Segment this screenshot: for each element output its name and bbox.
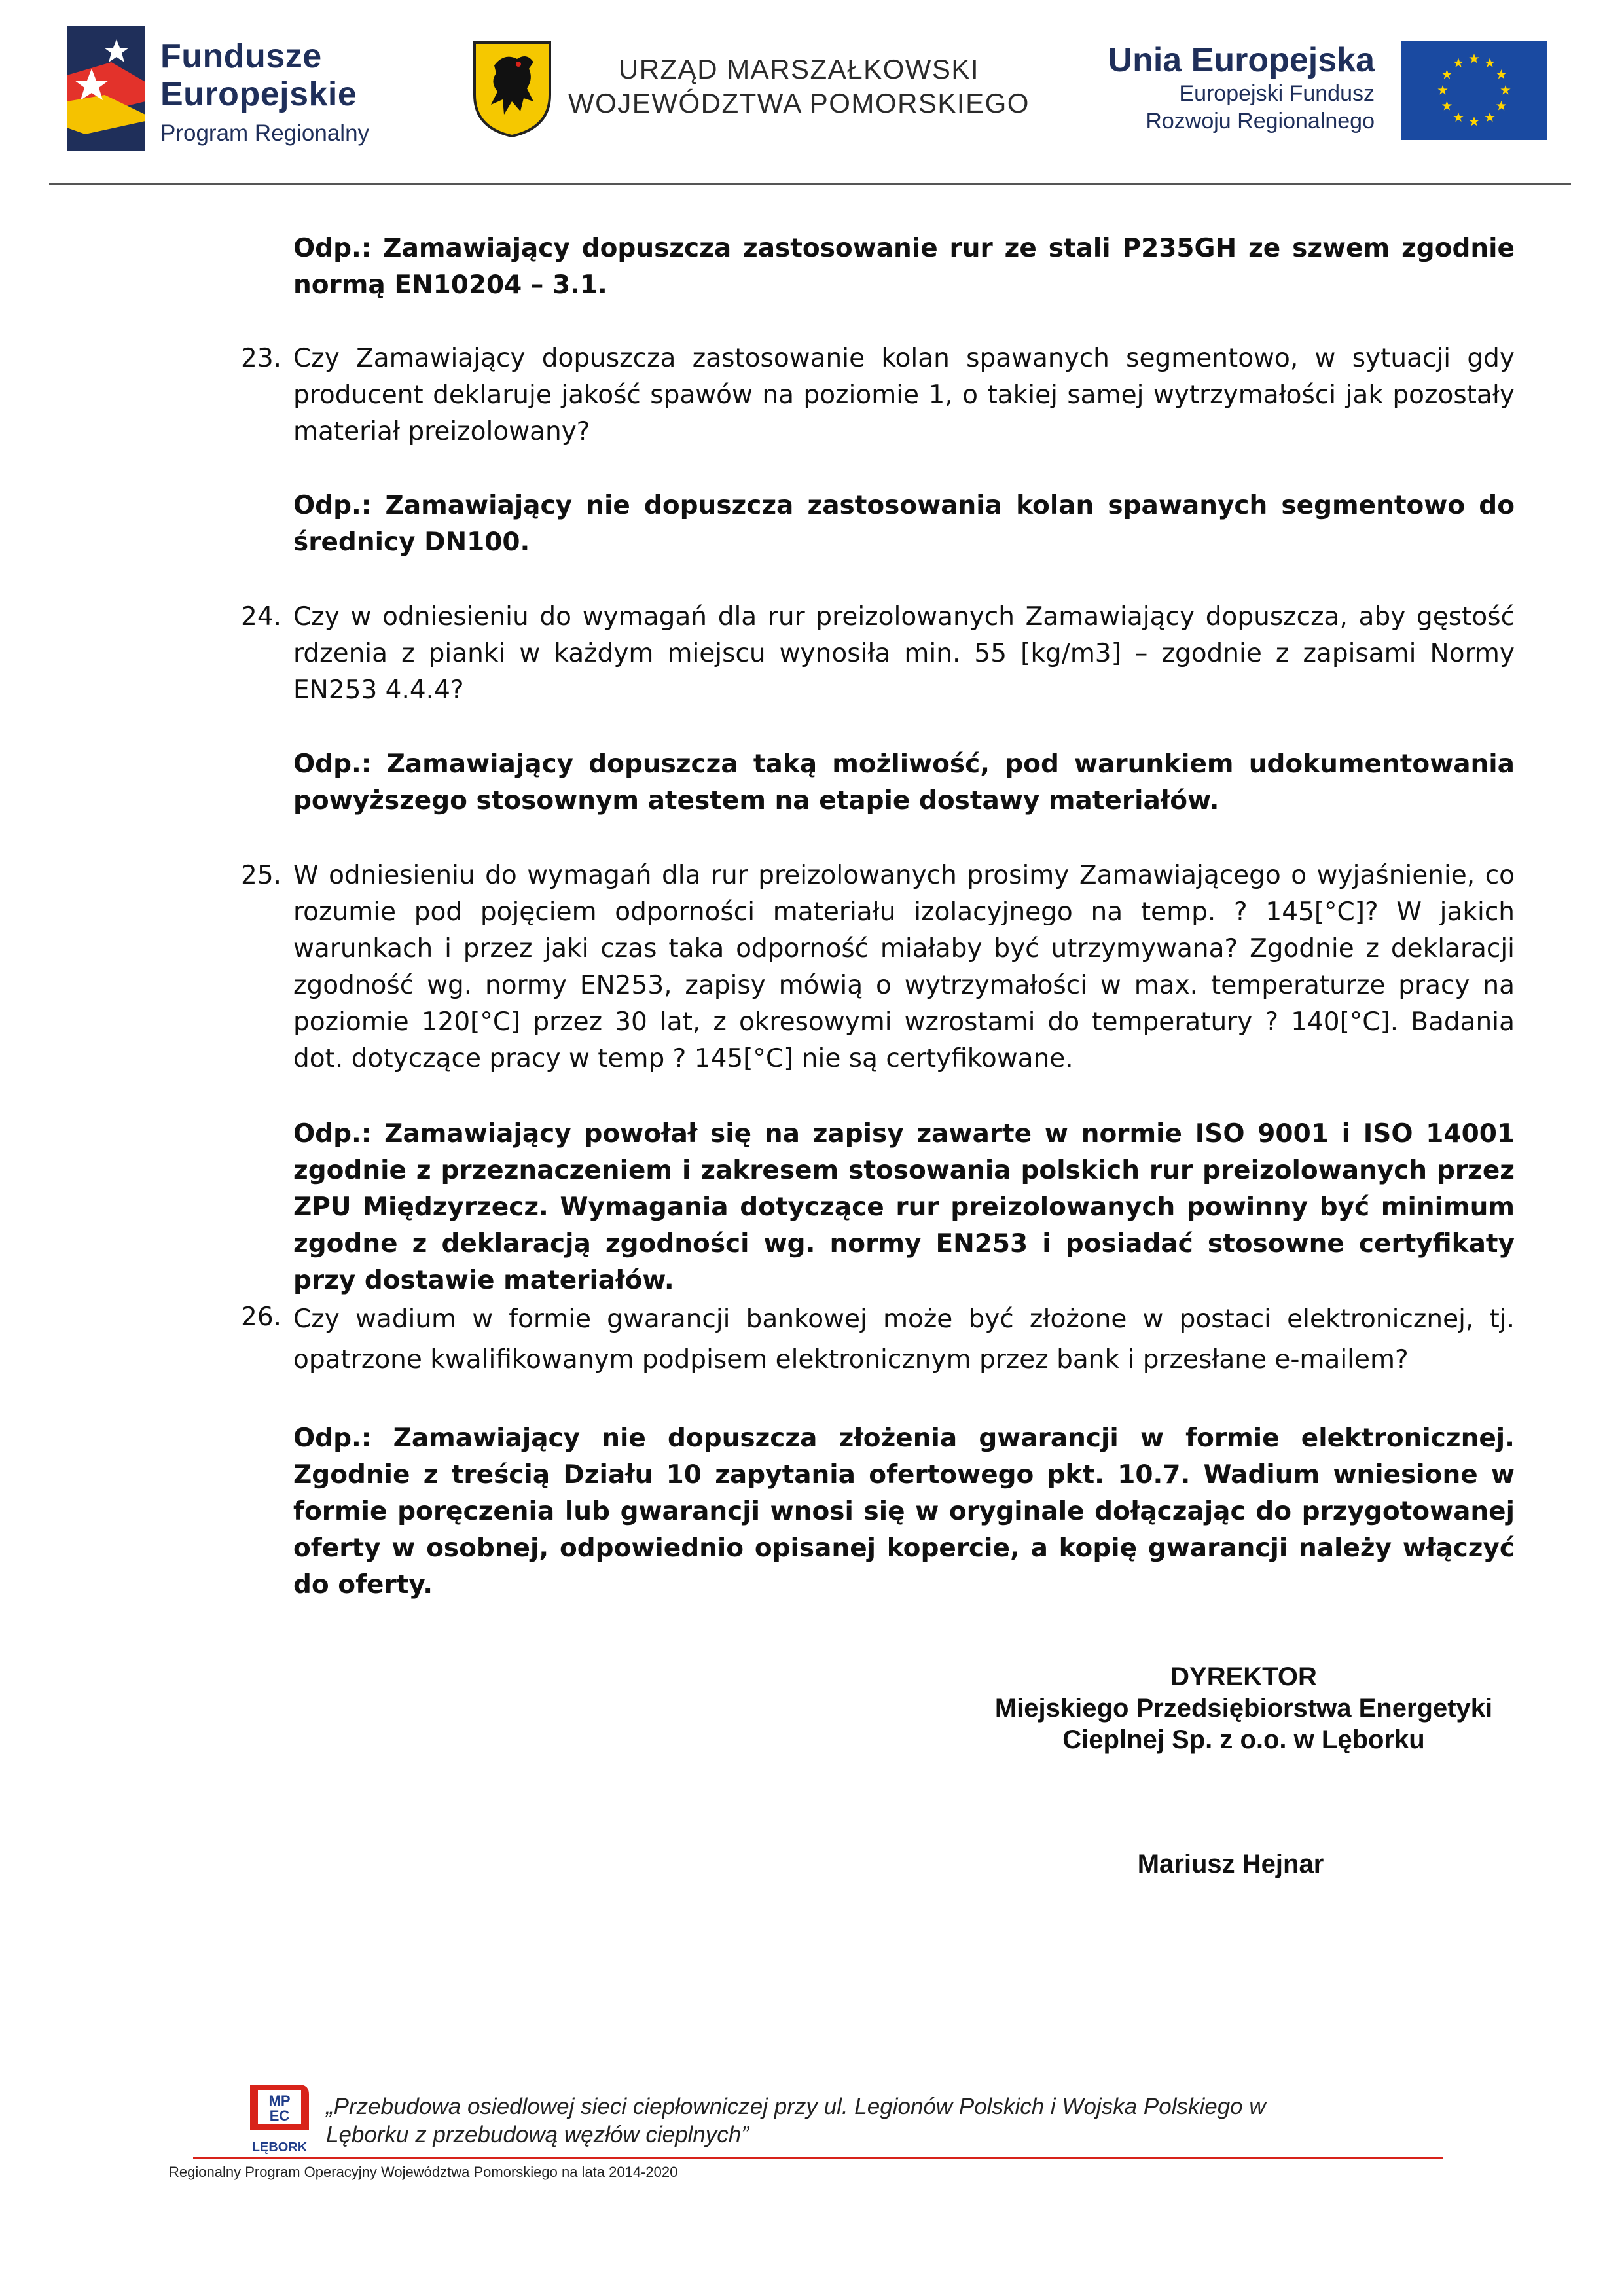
urzad-marszalkowski-label (568, 52, 1030, 120)
urzad-line2: WOJEWÓDZTWA POMORSKIEGO (568, 88, 1030, 118)
signature-title: DYREKTOR (1170, 1662, 1317, 1691)
header-divider (49, 183, 1571, 185)
signature-org-line1: Miejskiego Przedsiębiorstwa Energetyki (994, 1694, 1493, 1723)
answer-23: Odp.: Zamawiający nie dopuszcza zastosowania kolan spawanych segmentowo do średnicy DN100. (293, 491, 1515, 557)
item-number-26: 26. (241, 1302, 282, 1332)
footer-project-title (326, 2092, 1439, 2149)
mpec-lebork-logo (244, 2078, 316, 2160)
footer-quote-line1: „Przebudowa osiedlowej sieci ciepłowniczej przy ul. Legionów Polskich i Wojska Polskiego w (326, 2094, 1266, 2119)
answer-24: Odp.: Zamawiający dopuszcza taką możliwość, pod warunkiem udokumentowania powyższego stosownym atestem na etapie dostawy materiałów. (293, 749, 1515, 816)
fe-logo-line3: Program Regionalny (160, 120, 370, 146)
eu-flag-icon (1401, 41, 1547, 140)
ue-title: Unia Europejska (1108, 41, 1375, 79)
page-header (0, 0, 1624, 190)
fe-logo-line2: Europejskie (160, 75, 357, 113)
unia-europejska-label (1074, 41, 1375, 135)
mpec-logo-city: LĘBORK (251, 2140, 308, 2155)
signature-name: Mariusz Hejnar (1137, 1850, 1324, 1878)
question-23: Czy Zamawiający dopuszcza zastosowanie kolan spawanych segmentowo, w sytuacji gdy producent deklaruje jakość spawów na poziomie 1, o takiej samej wytrzymałości jak pozostały materiał preizolowany? (293, 344, 1515, 446)
mpec-logo-top: MP (268, 2092, 291, 2109)
answer-previous: Odp.: Zamawiający dopuszcza zastosowanie rur ze stali P235GH ze szwem zgodnie normą EN10204 – 3.1. (293, 234, 1515, 300)
footer-program-label: Regionalny Program Operacyjny Województwa Pomorskiego na lata 2014-2020 (169, 2164, 678, 2180)
ue-sub2: Rozwoju Regionalnego (1146, 109, 1375, 134)
item-number-25: 25. (241, 861, 282, 890)
pomorskie-griffin-crest-icon (471, 39, 553, 137)
fe-star-emblem-icon (65, 23, 151, 154)
question-24: Czy w odniesieniu do wymagań dla rur preizolowanych Zamawiający dopuszcza, aby gęstość rdzenia z pianki w każdym miejscu wynosiła min. 55 [kg/m3] – zgodnie z zapisami Normy EN253 4.4.4? (293, 602, 1515, 705)
fundusze-europejskie-logo (65, 23, 393, 154)
ue-sub1: Europejski Fundusz (1179, 81, 1375, 106)
fe-logo-line1: Fundusze (160, 37, 322, 75)
footer-quote-line2: Lęborku z przebudową węzłów cieplnych” (326, 2122, 749, 2147)
mpec-logo-bottom: EC (269, 2108, 290, 2124)
item-number-24: 24. (241, 602, 282, 632)
answer-26: Odp.: Zamawiający nie dopuszcza złożenia gwarancji w formie elektronicznej. Zgodnie z treścią Działu 10 zapytania ofertowego pkt. 10.7. Wadium wniesione w formie poręczenia lub gwarancji wnosi się w oryginale dołączając do przygotowanej oferty w osobnej, odpowiednio opisanej kopercie, a kopię gwarancji należy włączyć do oferty. (293, 1424, 1515, 1600)
question-26: Czy wadium w formie gwarancji bankowej może być złożone w postaci elektronicznej, tj. opatrzone kwalifikowanym podpisem elektronicznym przez bank i przesłane e-mailem? (293, 1304, 1515, 1374)
urzad-line1: URZĄD MARSZAŁKOWSKI (618, 54, 980, 84)
footer-divider (193, 2157, 1443, 2159)
question-25: W odniesieniu do wymagań dla rur preizolowanych prosimy Zamawiającego o wyjaśnienie, co rozumie pod pojęciem odporności materiału izolacyjnego na temp. ? 145[°C]? W jakich warunkach i przez jaki czas taka odporność miałaby być utrzymywana? Zgodnie z deklaracji zgodność wg. normy EN253, zapisy mówią o wytrzymałości w max. temperaturze pracy na poziomie 120[°C] przez 30 lat, z okresowymi wzrostami do temperatury ? 140[°C]. Badania dot. dotyczące pracy w temp ? 145[°C] nie są certyfikowane. (293, 861, 1515, 1073)
item-number-23: 23. (241, 344, 282, 373)
answer-25: Odp.: Zamawiający powołał się na zapisy zawarte w normie ISO 9001 i ISO 14001 zgodnie z przeznaczeniem i zakresem stosowania polskich rur preizolowanych przez ZPU Międzyrzecz. Wymagania dotyczące rur preizolowanych powinny być minimum zgodne z deklaracją zgodności wg. normy EN253 i posiadać stosowne certyfikaty przy dostawie materiałów. (293, 1119, 1515, 1295)
signature-org-line2: Cieplnej Sp. z o.o. w Lęborku (1062, 1725, 1425, 1754)
